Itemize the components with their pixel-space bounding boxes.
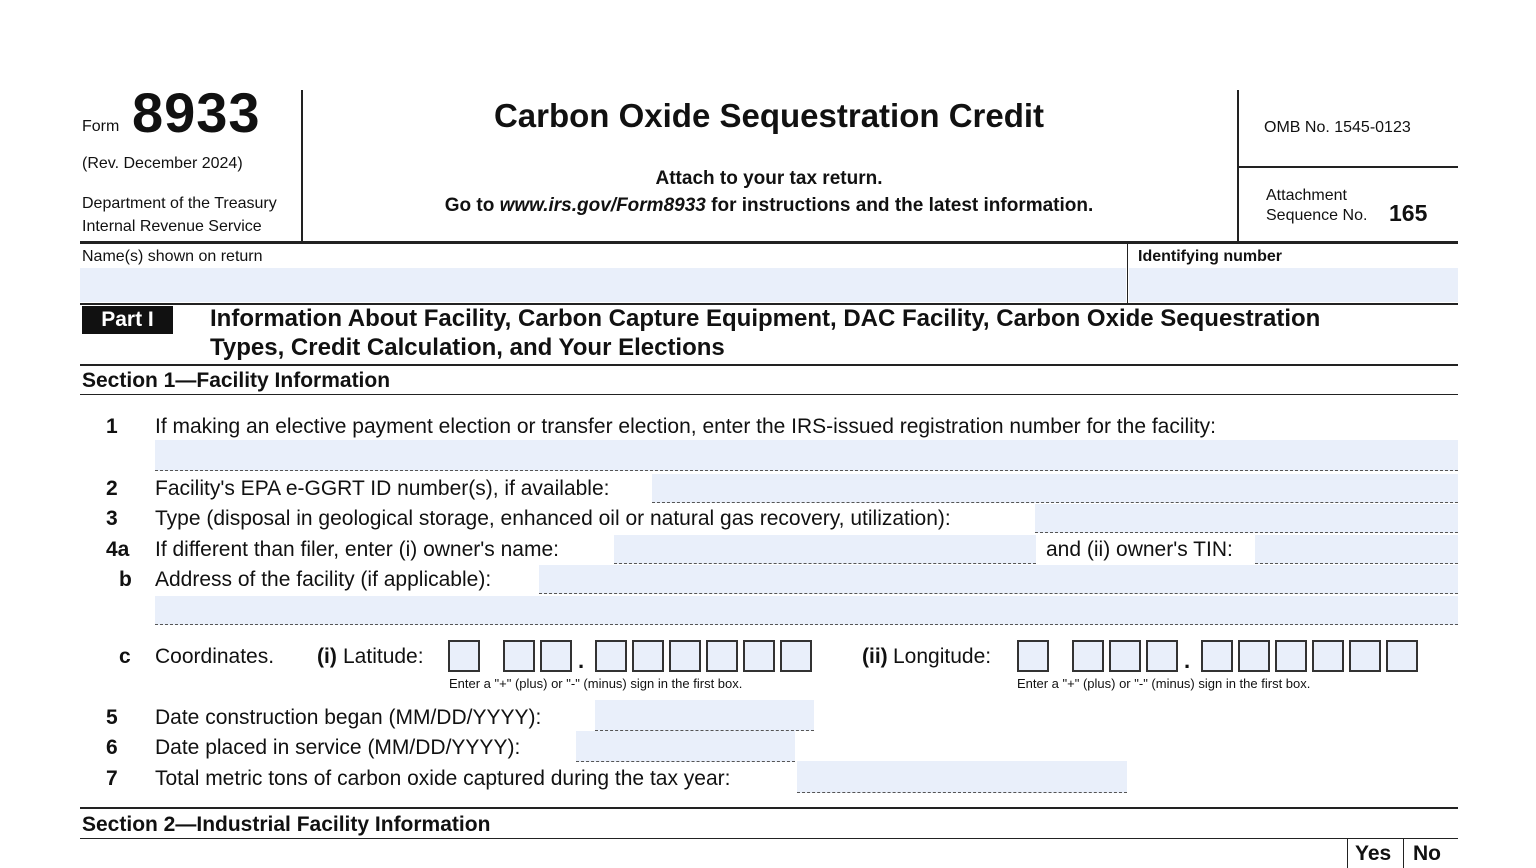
longitude-degree-box[interactable] [1072,640,1104,672]
line-4b-number: b [119,568,132,591]
longitude-sign-box[interactable] [1017,640,1049,672]
omb-number: OMB No. 1545-0123 [1264,119,1411,136]
identifying-number-label: Identifying number [1138,248,1282,265]
line-5-label: Date construction began (MM/DD/YYYY): [155,706,542,729]
form-title: Carbon Oxide Sequestration Credit [493,97,1045,134]
owner-tin-input[interactable] [1255,535,1458,564]
section-1-rule [80,394,1458,395]
longitude-degree-box[interactable] [1109,640,1141,672]
form-revision: (Rev. December 2024) [82,155,243,172]
line-3-label: Type (disposal in geological storage, enhanced oil or natural gas recovery, utilization): [155,507,951,530]
part-1-title-line-1: Information About Facility, Carbon Capture Equipment, DAC Facility, Carbon Oxide Sequestration [210,305,1321,332]
goto-prefix: Go to [444,195,495,216]
part-1-tag: Part I [82,306,173,334]
omb-divider [1238,166,1458,168]
longitude-decimal-box[interactable] [1275,640,1307,672]
attach-instruction: Attach to your tax return. [655,168,883,189]
section-1-bottom-rule [80,807,1458,809]
longitude-decimal-point: . [1184,648,1191,673]
line-1-label: If making an elective payment election or transfer election, enter the IRS-issued registration number for the facility: [155,415,1217,438]
agency-line-1: Department of the Treasury [82,195,277,212]
header-bottom-rule [80,241,1458,244]
name-id-divider [1127,243,1128,303]
line-7-number: 7 [106,767,118,790]
attachment-label-1: Attachment [1266,187,1347,204]
longitude-decimal-box[interactable] [1312,640,1344,672]
latitude-decimal-box[interactable] [780,640,812,672]
latitude-sign-hint: Enter a "+" (plus) or "-" (minus) sign in the first box. [449,676,743,691]
line-7-label: Total metric tons of carbon oxide captured during the tax year: [155,767,731,790]
line-2-number: 2 [106,477,118,500]
longitude-decimal-box[interactable] [1238,640,1270,672]
placed-in-service-date-input[interactable] [576,731,795,762]
latitude-decimal-point: . [578,648,585,673]
part-1-bottom-rule [80,364,1458,366]
line-4a-number: 4a [106,538,130,561]
section-2-title: Section 2—Industrial Facility Information [82,813,491,836]
section-1-title: Section 1—Facility Information [82,369,391,392]
line-5-number: 5 [106,706,118,729]
registration-number-input[interactable] [155,440,1458,471]
line-3-number: 3 [106,507,118,530]
latitude-degree-box[interactable] [503,640,535,672]
irs-form-link[interactable]: www.irs.gov/Form8933 [499,195,706,216]
facility-address-input-2[interactable] [155,596,1458,625]
agency-line-2: Internal Revenue Service [82,218,262,235]
line-4c-label: Coordinates. [155,645,275,668]
attachment-label-2: Sequence No. [1266,207,1368,224]
line-6-number: 6 [106,736,118,759]
latitude-decimal-box[interactable] [595,640,627,672]
longitude-degree-box[interactable] [1146,640,1178,672]
form-number: 8933 [132,81,261,144]
latitude-sign-box[interactable] [448,640,480,672]
carbon-oxide-tons-input[interactable] [797,761,1127,793]
construction-date-input[interactable] [595,700,814,731]
sequestration-type-input[interactable] [1035,504,1458,533]
longitude-decimal-box[interactable] [1201,640,1233,672]
longitude-sign-hint: Enter a "+" (plus) or "-" (minus) sign in the first box. [1017,676,1311,691]
owner-tin-label: and (ii) owner's TIN: [1046,538,1233,561]
section-2-rule [80,838,1458,839]
latitude-prefix: (i) [317,645,337,668]
name-input[interactable] [80,268,1126,302]
latitude-decimal-box[interactable] [669,640,701,672]
owner-name-input[interactable] [614,535,1036,564]
line-6-label: Date placed in service (MM/DD/YYYY): [155,736,521,759]
identifying-number-input[interactable] [1129,268,1458,302]
latitude-decimal-box[interactable] [743,640,775,672]
latitude-label: Latitude: [343,645,424,668]
epa-eggrt-id-input[interactable] [652,474,1458,503]
sequence-number: 165 [1389,200,1428,226]
longitude-prefix: (ii) [862,645,888,668]
yes-column-header: Yes [1355,842,1392,865]
form-prefix: Form [82,118,120,135]
no-column-header: No [1413,842,1441,865]
name-label: Name(s) shown on return [82,248,263,265]
part-1-title-line-2: Types, Credit Calculation, and Your Elections [210,334,725,361]
line-4a-label: If different than filer, enter (i) owner's name: [155,538,559,561]
line-4c-number: c [119,645,131,668]
line-1-number: 1 [106,415,118,438]
goto-suffix: for instructions and the latest information. [711,195,1094,216]
goto-instruction [302,195,1236,217]
line-4b-label: Address of the facility (if applicable): [155,568,492,591]
line-2-label: Facility's EPA e-GGRT ID number(s), if available: [155,477,610,500]
longitude-decimal-box[interactable] [1349,640,1381,672]
latitude-degree-box[interactable] [540,640,572,672]
facility-address-input-1[interactable] [539,565,1458,594]
latitude-decimal-box[interactable] [632,640,664,672]
latitude-decimal-box[interactable] [706,640,738,672]
longitude-label: Longitude: [893,645,992,668]
longitude-decimal-box[interactable] [1386,640,1418,672]
